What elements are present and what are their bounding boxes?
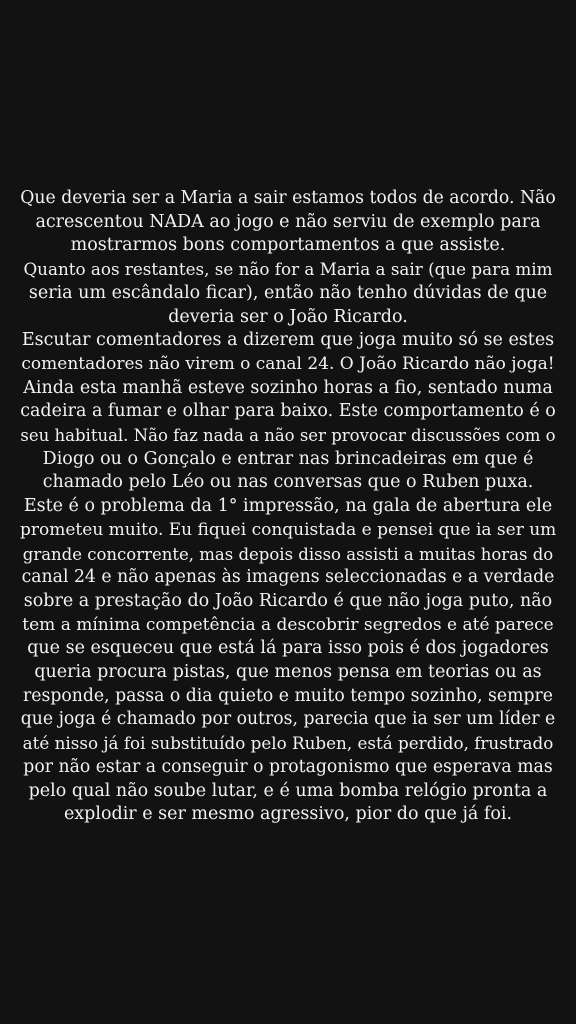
text-line: Escutar comentadores a dizerem que joga muito só se estes — [21, 330, 555, 351]
text-line: acrescentou NADA ao jogo e não serviu de exemplo para — [35, 211, 541, 232]
text-line: Diogo ou o Gonçalo e entrar nas brincadeiras em que é — [42, 448, 534, 469]
text-line: prometeu muito. Eu fiquei conquistada e pensei que ia ser um — [20, 519, 557, 540]
text-line: que se esqueceu que está lá para isso pois é dos jogadores — [27, 638, 549, 659]
text-line: Que deveria ser a Maria a sair estamos todos de acordo. Não — [20, 188, 556, 208]
text-line: seu habitual. Não faz nada a não ser provocar discussões com o — [20, 426, 556, 446]
text-line: seria um escândalo ficar), então não tenho dúvidas de que — [28, 282, 548, 303]
text-line: tem a mínima competência a descobrir segredos e até parece — [22, 614, 554, 635]
text-line: que joga é chamado por outros, parecia que ia ser um líder e — [20, 709, 556, 730]
story-text-block — [20, 187, 556, 827]
text-line: pelo qual não soube lutar, e é uma bomba relógio pronta a — [28, 780, 548, 801]
text-line: deveria ser o João Ricardo. — [168, 306, 408, 327]
text-line: Quanto aos restantes, se não for a Maria a sair (que para mim — [23, 259, 553, 280]
text-line: explodir e ser mesmo agressivo, pior do que já foi. — [63, 804, 513, 825]
text-line: sobre a prestação do João Ricardo é que não joga puto, não — [23, 590, 553, 611]
text-line: Ainda esta manhã esteve sozinho horas a fio, sentado numa — [23, 377, 553, 398]
text-line: cadeira a fumar e olhar para baixo. Este comportamento é o — [20, 401, 556, 422]
text-line: queria procura pistas, que menos pensa em teorias ou as — [34, 662, 542, 683]
text-line: chamado pelo Léo ou nas conversas que o Ruben puxa. — [42, 472, 534, 493]
text-line: grande concorrente, mas depois disso assisti a muitas horas do — [22, 544, 554, 564]
text-line: responde, passa o dia quieto e muito tempo sozinho, sempre — [23, 685, 553, 706]
text-line: até nisso já foi substituído pelo Ruben, está perdido, frustrado — [22, 733, 554, 754]
text-line: canal 24 e não apenas às imagens seleccionadas e a verdade — [21, 567, 555, 588]
text-line: Este é o problema da 1° impressão, na gala de abertura ele — [23, 496, 553, 517]
text-line: mostrarmos bons comportamentos a que assiste. — [70, 235, 506, 256]
text-line: comentadores não virem o canal 24. O João Ricardo não joga! — [21, 353, 555, 374]
text-line: por não estar a conseguir o protagonismo que esperava mas — [23, 756, 553, 777]
